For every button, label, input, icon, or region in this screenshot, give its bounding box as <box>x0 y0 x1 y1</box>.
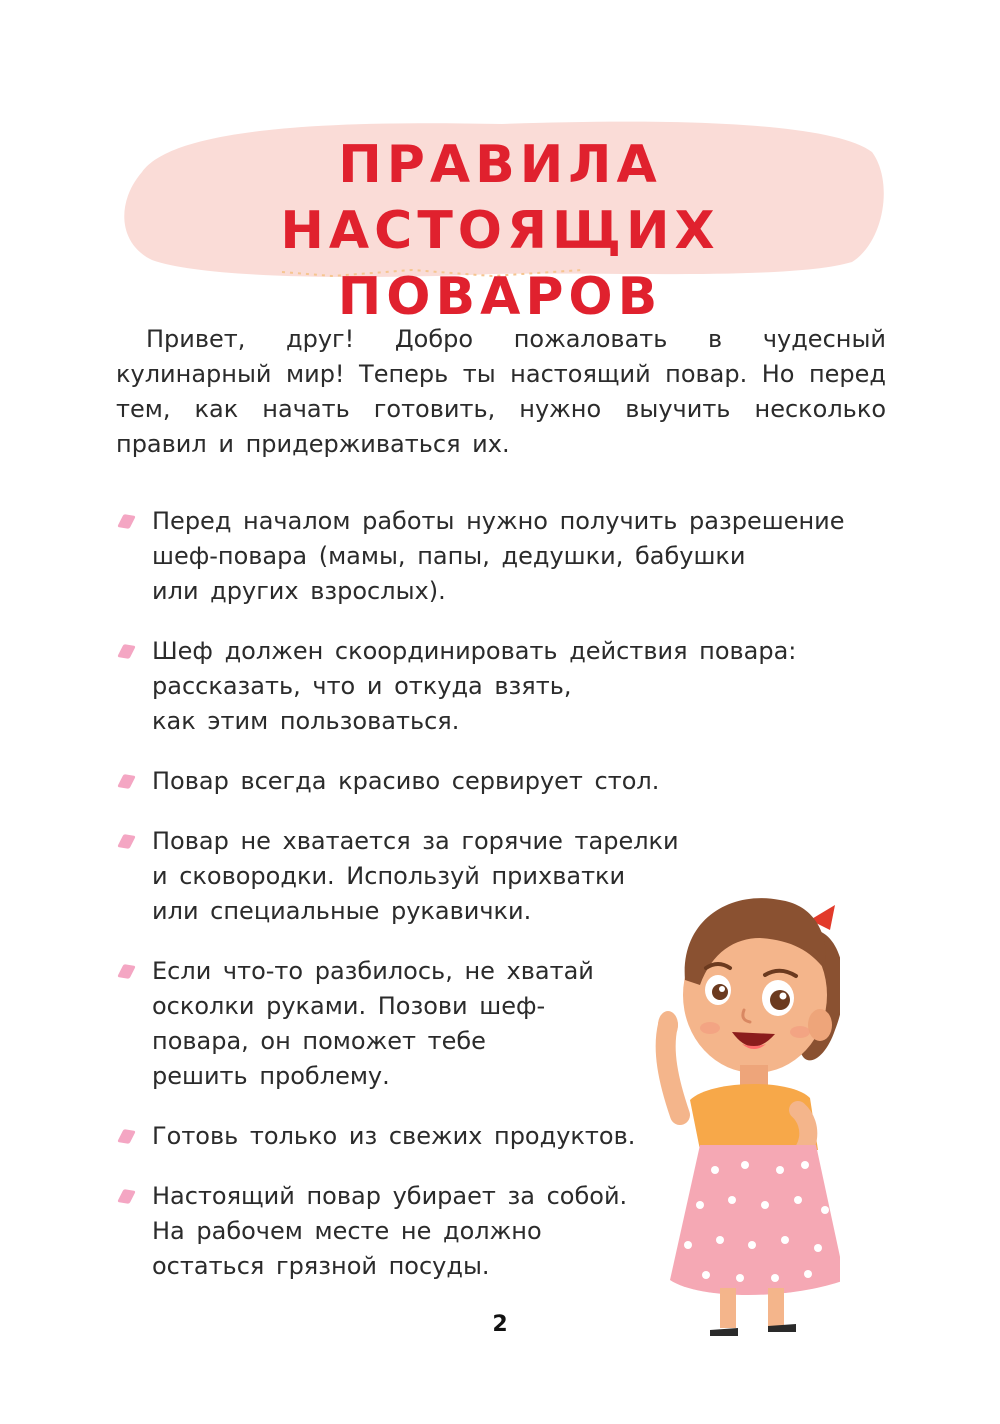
rule-text: Повар не хватается за горячие тарелки и сковородки. Используй прихватки или специальные рукавички. <box>152 827 679 925</box>
bullet-icon <box>117 964 136 979</box>
rule-text: Шеф должен скоординировать действия повара: рассказать, что и откуда взять, как этим пользоваться. <box>152 637 797 735</box>
bullet-icon <box>117 774 136 789</box>
title-banner <box>112 112 888 327</box>
rule-item <box>116 504 896 609</box>
bullet-icon <box>117 834 136 849</box>
rule-text: Повар всегда красиво сервирует стол. <box>152 767 660 795</box>
title-line-1: ПРАВИЛА <box>338 135 662 195</box>
title-line-2: НАСТОЯЩИХ ПОВАРОВ <box>280 201 720 327</box>
bullet-icon <box>117 1189 136 1204</box>
bullet-icon <box>117 644 136 659</box>
rule-item <box>116 764 896 799</box>
rule-text: Если что-то разбилось, не хватай осколки руками. Позови шеф- повара, он поможет тебе решить проблему. <box>152 957 594 1090</box>
page-title <box>112 132 888 330</box>
bullet-icon <box>117 1129 136 1144</box>
intro-paragraph <box>116 322 886 462</box>
page-number: 2 <box>492 1312 508 1337</box>
girl-cook-illustration <box>640 860 840 1340</box>
bullet-icon <box>117 514 136 529</box>
rule-text: Настоящий повар убирает за собой. На рабочем месте не должно остаться грязной посуды. <box>152 1182 628 1280</box>
rule-text: Перед началом работы нужно получить разрешение шеф-повара (мамы, папы, дедушки, бабушки или других взрослых). <box>152 507 845 605</box>
rule-text: Готовь только из свежих продуктов. <box>152 1122 636 1150</box>
intro-text: Привет, друг! Добро пожаловать в чудесный кулинарный мир! Теперь ты настоящий повар. Но перед тем, как начать готовить, нужно выучить несколько правил и придерживаться их. <box>116 325 886 458</box>
rule-item <box>116 634 896 739</box>
